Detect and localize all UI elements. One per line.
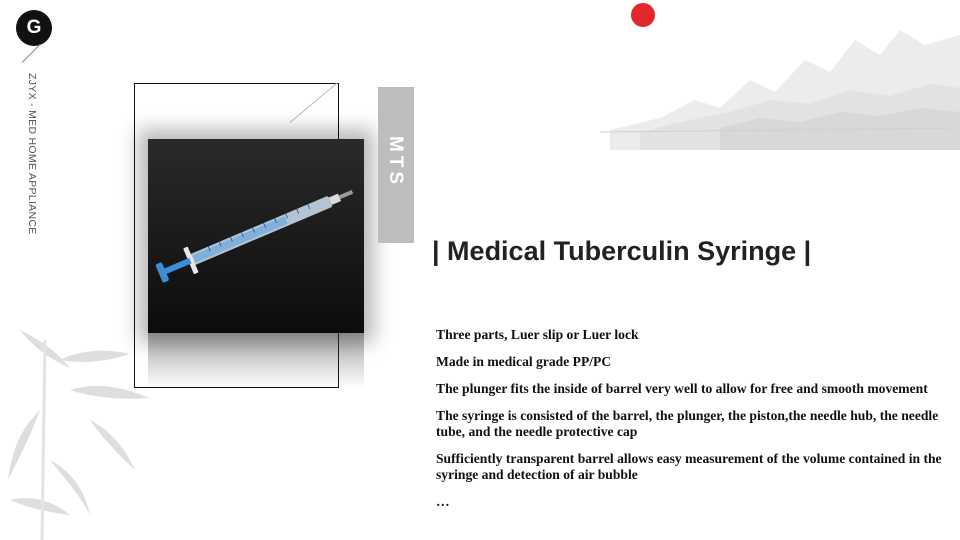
product-code-label: MTS [385, 136, 406, 189]
feature-item: The syringe is consisted of the barrel, the plunger, the piston,the needle hub, the needle tube, and the needle protective cap [436, 408, 939, 439]
brand-tagline: ZJYX - MED HOME APPLIANCE [26, 73, 38, 235]
feature-item: Three parts, Luer slip or Luer lock [436, 327, 639, 342]
red-sun-dot [631, 3, 655, 27]
product-photo [148, 139, 364, 333]
feature-item: The plunger fits the inside of barrel very well to allow for free and smooth movement [436, 381, 928, 396]
photo-reflection [148, 333, 364, 388]
feature-ellipsis: … [436, 494, 450, 509]
feature-list [436, 327, 946, 521]
feature-item: Sufficiently transparent barrel allows easy measurement of the volume contained in the syringe and detection of air bubble [436, 451, 942, 482]
page-title: | Medical Tuberculin Syringe | [432, 236, 812, 266]
logo-divider [22, 44, 41, 63]
syringe-image [148, 139, 364, 333]
feature-item: Made in medical grade PP/PC [436, 354, 612, 369]
mountain-landscape-decoration [600, 0, 960, 170]
brand-logo: G [16, 10, 52, 46]
